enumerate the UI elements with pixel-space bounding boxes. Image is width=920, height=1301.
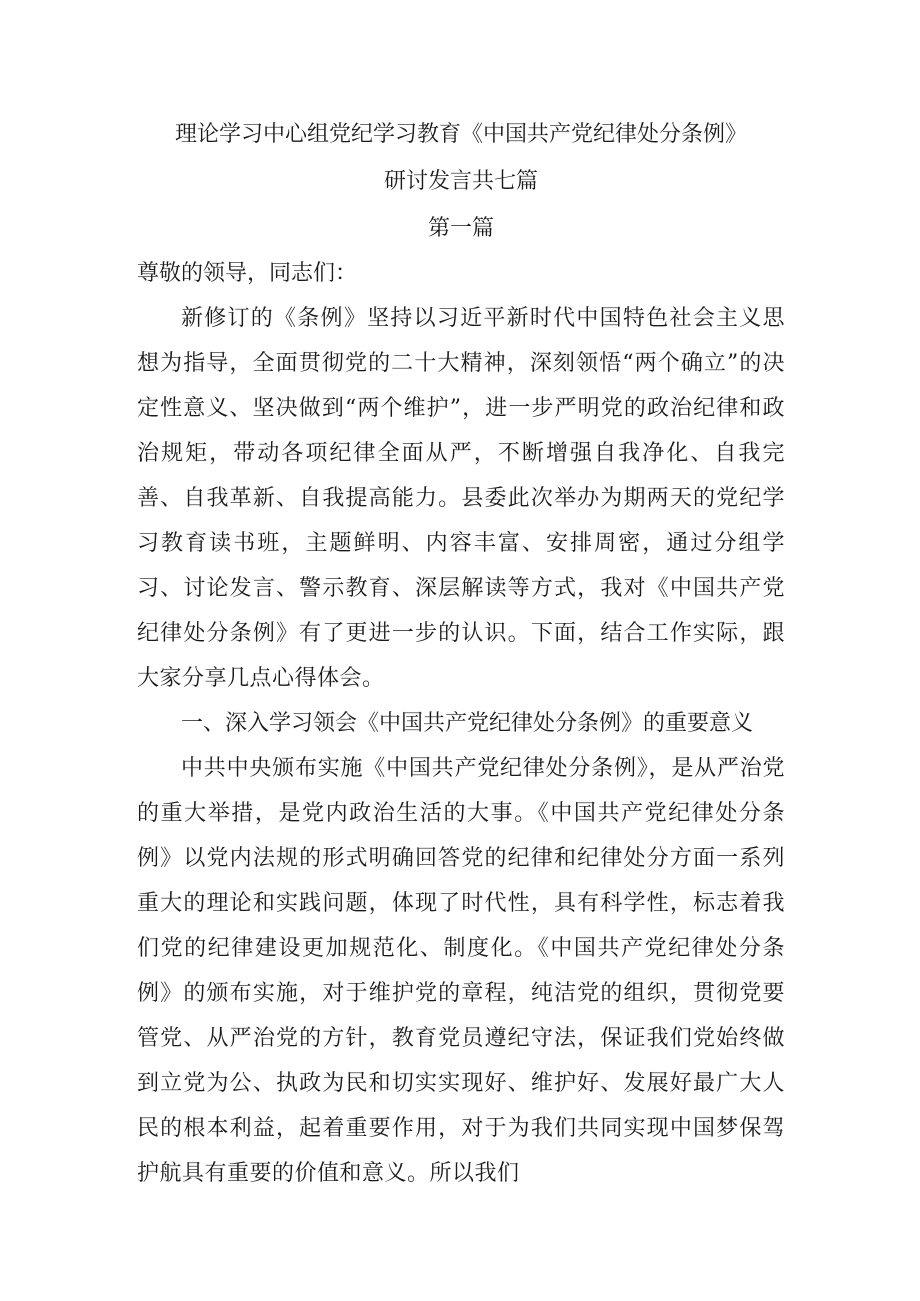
document-body bbox=[137, 112, 785, 1196]
section-heading: 一、深入学习领会《中国共产党纪律处分条例》的重要意义 bbox=[181, 711, 754, 736]
intro-paragraph: 新修订的《条例》坚持以习近平新时代中国特色社会主义思想为指导，全面贯彻党的二十大精神，深刻领悟“两个确立”的决定性意义、坚决做到“两个维护”，进一步严明党的政治纪律和政治规矩，带动各项纪律全面从严，不断增强自我净化、自我完善、自我革新、自我提高能力。县委此次举办为期两天的党纪学习教育读书班，主题鲜明、内容丰富、安排周密，通过分组学习、讨论发言、警示教育、深层解读等方式，我对《中国共产党纪律处分条例》有了更进一步的认识。下面，结合工作实际，跟大家分享几点心得体会。 bbox=[137, 306, 785, 691]
salutation: 尊敬的领导，同志们： bbox=[137, 261, 358, 286]
document-title-line-2: 研讨发言共七篇 bbox=[383, 169, 538, 194]
document-title-line-1: 理论学习中心组党纪学习教育《中国共产党纪律处分条例》 bbox=[174, 122, 747, 147]
section-paragraph: 中共中央颁布实施《中国共产党纪律处分条例》，是从严治党的重大举措，是党内政治生活的大事。《中国共产党纪律处分条例》以党内法规的形式明确回答党的纪律和纪律处分方面一系列重大的理论和实践问题，体现了时代性，具有科学性，标志着我们党的纪律建设更加规范化、制度化。《中国共产党纪律处分条例》的颁布实施，对于维护党的章程，纯洁党的组织，贯彻党要管党、从严治党的方针，教育党员遵纪守法，保证我们党始终做到立党为公、执政为民和切实实现好、维护好、发展好最广大人民的根本利益，起着重要作用，对于为我们共同实现中国梦保驾护航具有重要的价值和意义。所以我们 bbox=[137, 756, 785, 1186]
document-subtitle: 第一篇 bbox=[427, 216, 494, 241]
